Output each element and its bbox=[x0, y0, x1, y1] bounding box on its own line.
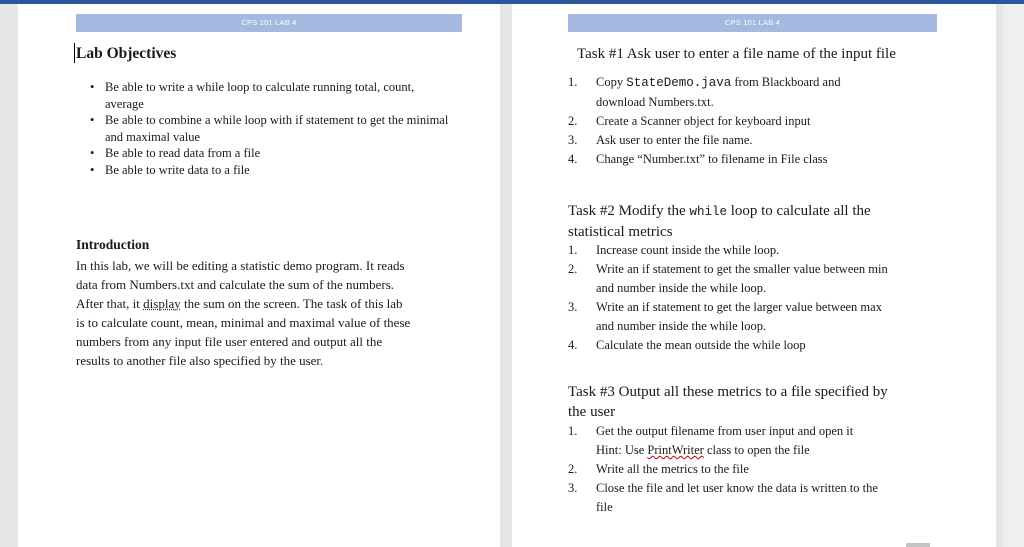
task2-heading: Task #2 Modify the while loop to calculate all the statistical metrics bbox=[568, 203, 871, 240]
introduction-paragraph: In this lab, we will be editing a statistic demo program. It reads data from Numbers.txt and calculate the sum of the numbers. After that, it display the sum on the screen. The task of this lab is to calculate count, mean, minimal and maximal value of these numbers from any input file user entered and output all the results to another file also specified by the user. bbox=[76, 258, 411, 368]
display-word: display bbox=[143, 296, 181, 311]
objectives-list bbox=[90, 79, 450, 178]
list-item: 3. Ask user to enter the file name. bbox=[568, 133, 753, 147]
page-header: CPS 101 LAB 4 bbox=[568, 14, 937, 32]
list-item: • Be able to write data to a file bbox=[90, 162, 450, 179]
document-page-left[interactable] bbox=[18, 4, 500, 547]
list-item: • Be able to write a while loop to calculate running total, count, average bbox=[90, 79, 450, 112]
list-item: 1. Get the output filename from user input and open it Hint: Use PrintWriter class to open the file bbox=[568, 424, 854, 457]
list-item: 3. Close the file and let user know the data is written to the file bbox=[568, 481, 878, 514]
list-item: 2. Create a Scanner object for keyboard input bbox=[568, 114, 811, 128]
task1-heading: Task #1 Ask user to enter a file name of the input file bbox=[577, 46, 896, 62]
objectives-heading: Lab Objectives bbox=[76, 45, 177, 62]
vertical-scrollbar-area[interactable] bbox=[1003, 4, 1024, 547]
code-while: while bbox=[689, 205, 727, 219]
list-item: 1. Increase count inside the while loop. bbox=[568, 243, 780, 257]
task3-heading: Task #3 Output all these metrics to a file specified by the user bbox=[568, 384, 888, 420]
list-item: 3. Write an if statement to get the larger value between max and number inside the while loop. bbox=[568, 300, 882, 333]
scrollbar-thumb[interactable] bbox=[906, 543, 930, 547]
list-item: 2. Write all the metrics to the file bbox=[568, 462, 749, 476]
list-item: 4. Change “Number.txt” to filename in File class bbox=[568, 152, 828, 166]
task3-list bbox=[568, 422, 968, 517]
list-item: • Be able to read data from a file bbox=[90, 145, 450, 162]
list-item: 2. Write an if statement to get the smaller value between min and number inside the while loop. bbox=[568, 262, 888, 295]
text-cursor bbox=[74, 43, 75, 63]
printwriter-word: PrintWriter bbox=[647, 443, 704, 457]
task1-list bbox=[568, 73, 968, 169]
list-item: 4. Calculate the mean outside the while loop bbox=[568, 338, 806, 352]
code-filename: StateDemo.java bbox=[626, 76, 732, 90]
document-page-right[interactable] bbox=[512, 4, 996, 547]
list-item: • Be able to combine a while loop with if statement to get the minimal and maximal value bbox=[90, 112, 450, 145]
list-item: 1. Copy StateDemo.java from Blackboard and download Numbers.txt. bbox=[568, 75, 841, 109]
task2-list bbox=[568, 241, 968, 355]
introduction-heading: Introduction bbox=[76, 237, 150, 252]
page-header: CPS 101 LAB 4 bbox=[76, 14, 462, 32]
